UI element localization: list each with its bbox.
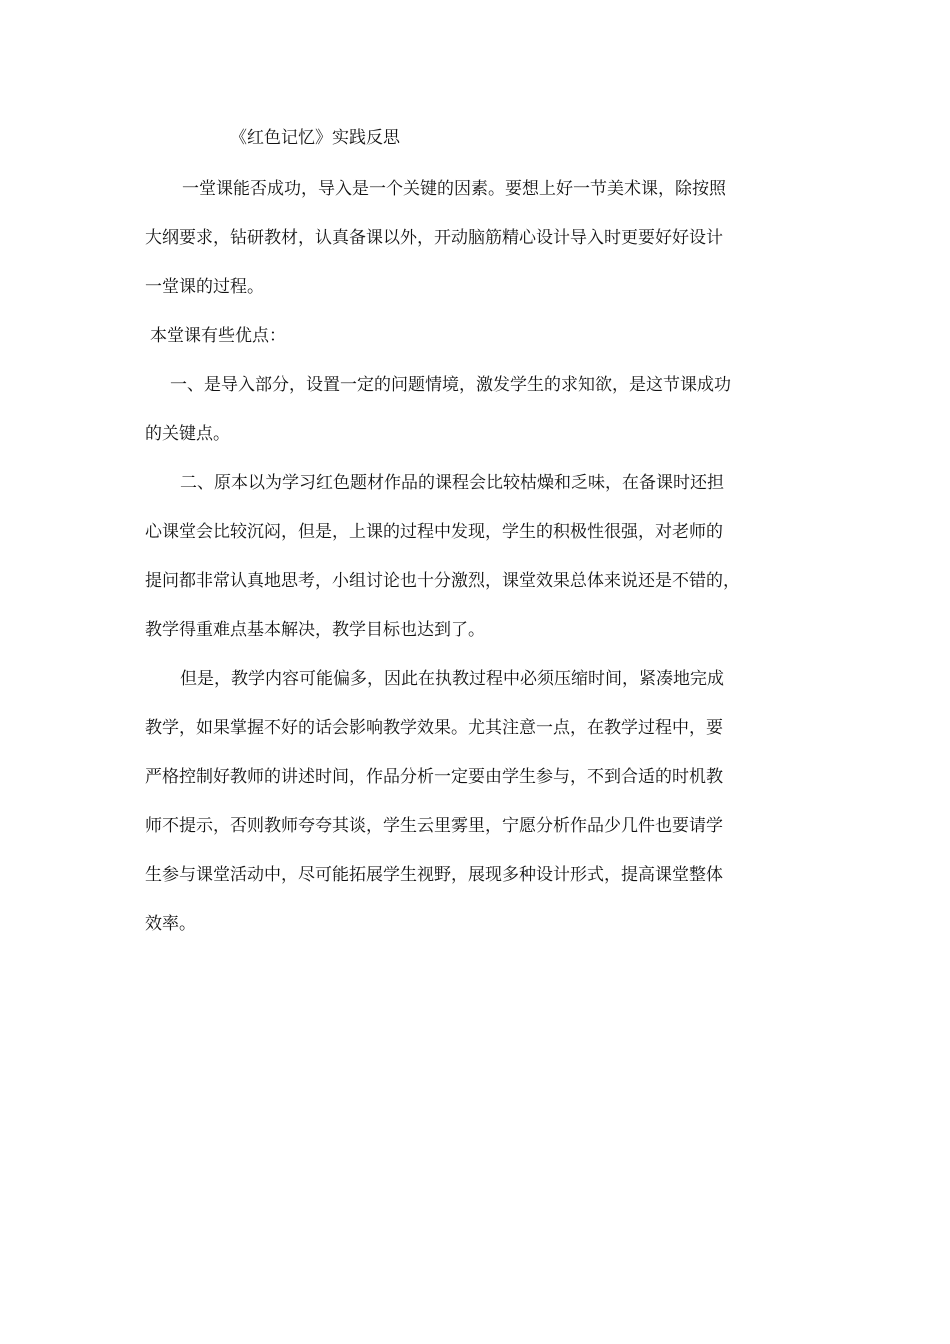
text-line-10: 教学得重难点基本解决，教学目标也达到了。 (145, 620, 485, 640)
text-line-15: 生参与课堂活动中，尽可能拓展学生视野，展现多种设计形式，提高课堂整体 (145, 865, 723, 885)
text-line-12: 教学，如果掌握不好的话会影响教学效果。尤其注意一点，在教学过程中，要 (145, 718, 723, 738)
text-line-1: 一堂课能否成功，导入是一个关键的因素。要想上好一节美术课，除按照 (182, 179, 726, 199)
text-line-5: 一、是导入部分，设置一定的问题情境，激发学生的求知欲，是这节课成功 (170, 375, 731, 395)
text-line-16: 效率。 (145, 914, 196, 934)
text-line-14: 师不提示，否则教师夸夸其谈，学生云里雾里，宁愿分析作品少几件也要请学 (145, 816, 723, 836)
document-title: 《红色记忆》实践反思 (230, 128, 400, 148)
text-line-9: 提问都非常认真地思考，小组讨论也十分激烈，课堂效果总体来说还是不错的， (145, 571, 740, 591)
text-line-4: 本堂课有些优点： (150, 326, 286, 346)
text-line-6: 的关键点。 (145, 424, 230, 444)
text-line-2: 大纲要求，钻研教材，认真备课以外，开动脑筋精心设计导入时更要好好设计 (145, 228, 723, 248)
text-line-3: 一堂课的过程。 (145, 277, 264, 297)
text-line-11: 但是，教学内容可能偏多，因此在执教过程中必须压缩时间，紧凑地完成 (180, 669, 724, 689)
text-line-13: 严格控制好教师的讲述时间，作品分析一定要由学生参与，不到合适的时机教 (145, 767, 723, 787)
text-line-8: 心课堂会比较沉闷，但是，上课的过程中发现，学生的积极性很强，对老师的 (145, 522, 723, 542)
text-line-7: 二、原本以为学习红色题材作品的课程会比较枯燥和乏味，在备课时还担 (180, 473, 724, 493)
